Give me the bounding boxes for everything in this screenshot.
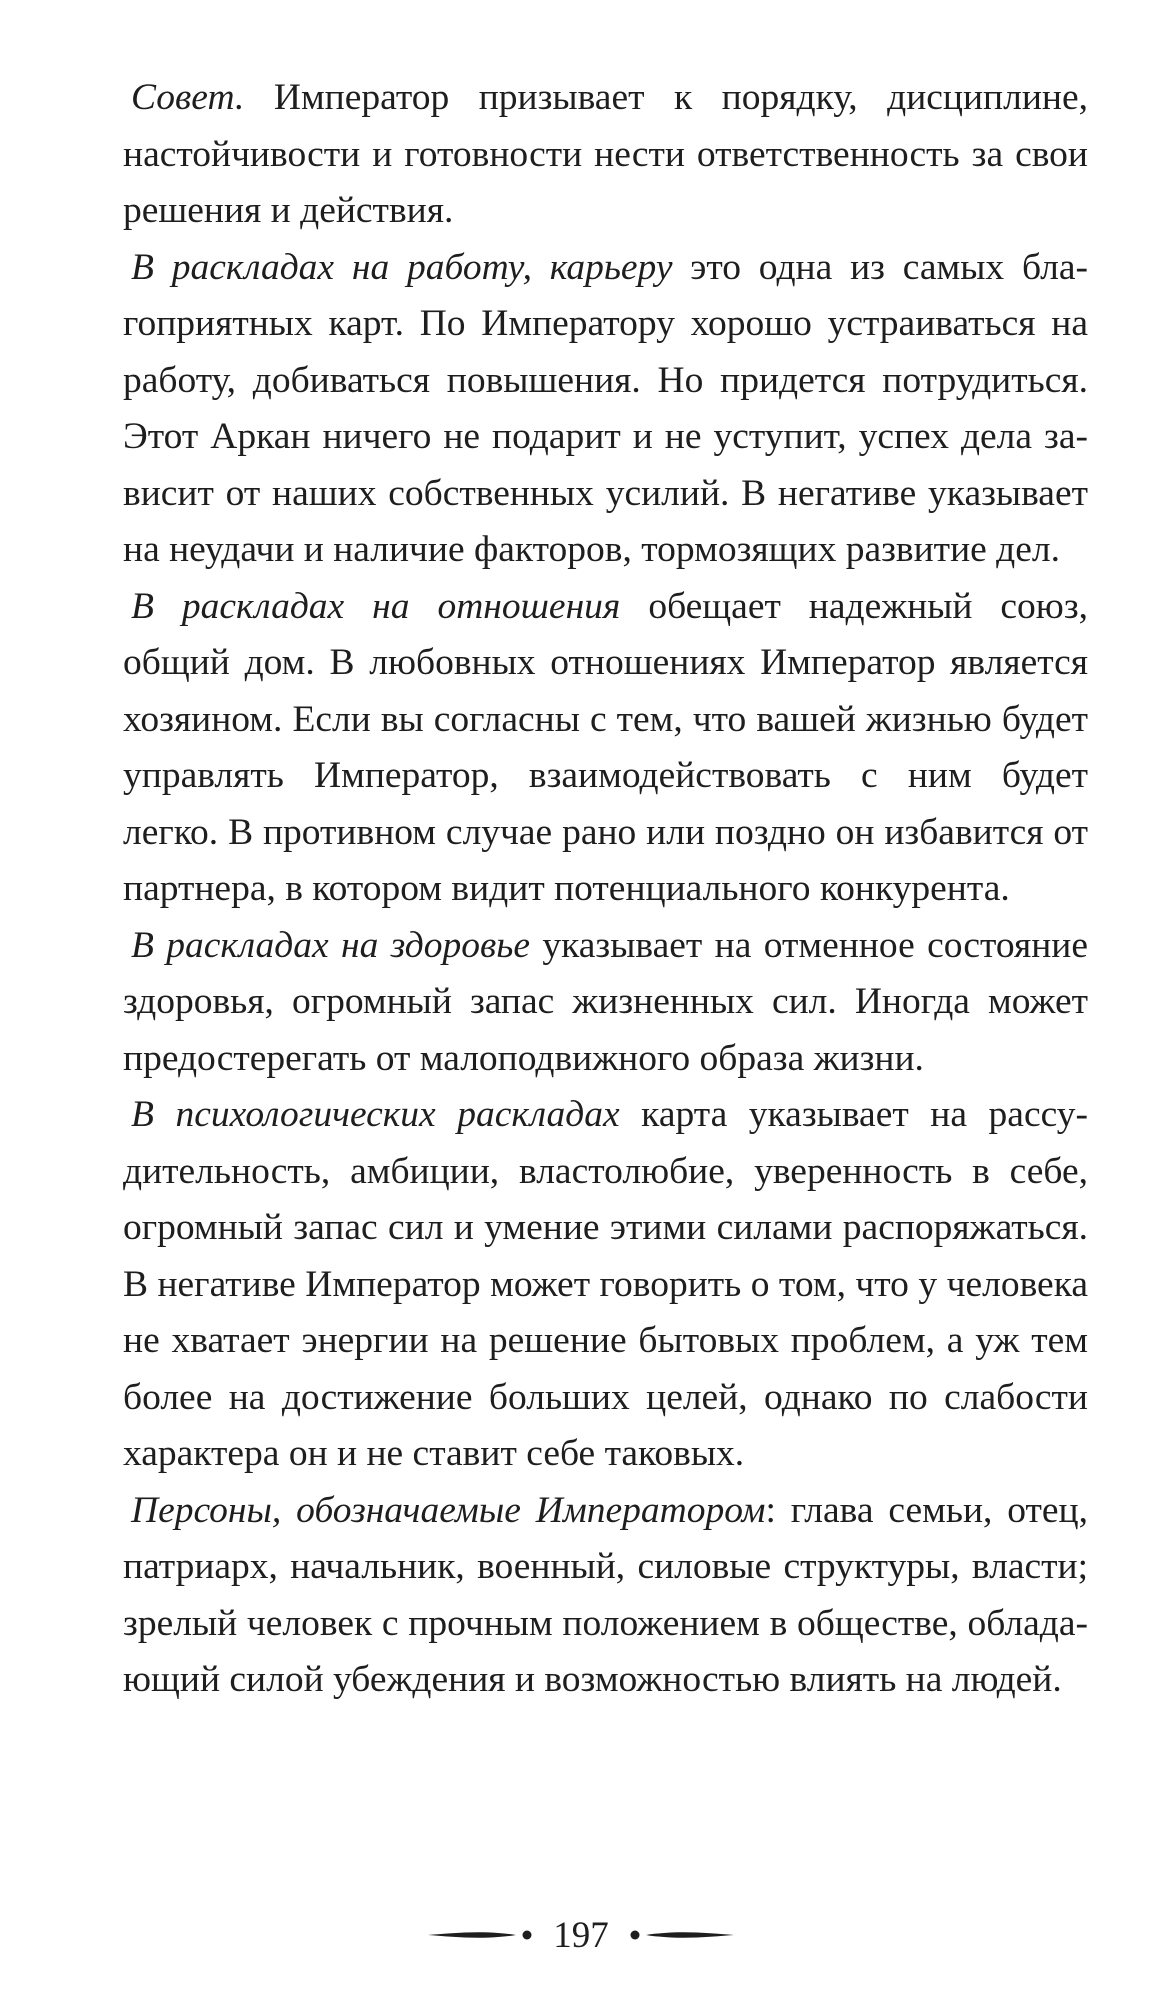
right-ornament-icon	[629, 1926, 734, 1944]
paragraph-text: карта указывает на рассудительность, амбиции, властолюбие, уверенность в себе, огромный запас сил и умение этими силами распоряжаться. В негативе Император может говорить о том, что у человека не хватает энергии на решение бытовых проблем, а уж тем более на достижение больших целей, однако по слабости характера он и не ставит себе таковых.	[123, 1094, 1088, 1474]
paragraph-lead: Совет.	[131, 77, 245, 118]
paragraph-lead: В раскладах на отношения	[131, 585, 621, 627]
left-ornament-icon	[428, 1926, 533, 1944]
paragraph-relationships	[123, 579, 1088, 918]
page-footer	[0, 1905, 1162, 1965]
paragraph-persons	[123, 1483, 1088, 1709]
paragraph-lead: В психологических раскладах	[131, 1094, 620, 1135]
paragraph-lead: Персоны, обозначаемые Императором	[131, 1489, 766, 1531]
paragraph-text: обещает надежный союз, общий дом. В любовных отношениях Император является хозяином. Если вы согласны с тем, что вашей жизнью будет управлять Император, взаимодействовать с ним будет легко. В противном случае рано или поздно он избавится от партнера, в котором видит потенциального конкурента.	[123, 585, 1089, 909]
paragraph-advice	[123, 70, 1088, 240]
paragraph-text: указывает на отменное состояние здоровья, огромный запас жизненных сил. Иногда может предостерегать от малоподвижного образа жизни.	[123, 924, 1089, 1079]
paragraph-psychology	[123, 1087, 1088, 1483]
paragraph-text: это одна из самых благоприятных карт. По Императору хорошо устраиваться на работу, добиваться повышения. Но придется потрудиться. Этот Аркан ничего не подарит и не уступит, успех дела зависит от наших собственных усилий. В негативе указывает на неудачи и наличие факторов, тормозящих развитие дел.	[123, 246, 1088, 570]
paragraph-text: : глава семьи, отец, патриарх, начальник, военный, силовые структуры, власти; зрелый человек с прочным положением в обществе, обладающий силой убеждения и возможностью влиять на людей.	[123, 1489, 1088, 1700]
paragraph-text: Император призывает к порядку, дисциплине, настойчивости и готовности нести ответственность за свои решения и действия.	[123, 77, 1088, 231]
body-text	[123, 70, 1088, 1709]
paragraph-lead: В раскладах на работу, карьеру	[131, 246, 673, 288]
paragraph-career	[123, 240, 1088, 579]
paragraph-health	[123, 918, 1088, 1088]
paragraph-lead: В раскладах на здоровье	[131, 924, 531, 966]
page-number: 197	[553, 1914, 609, 1956]
